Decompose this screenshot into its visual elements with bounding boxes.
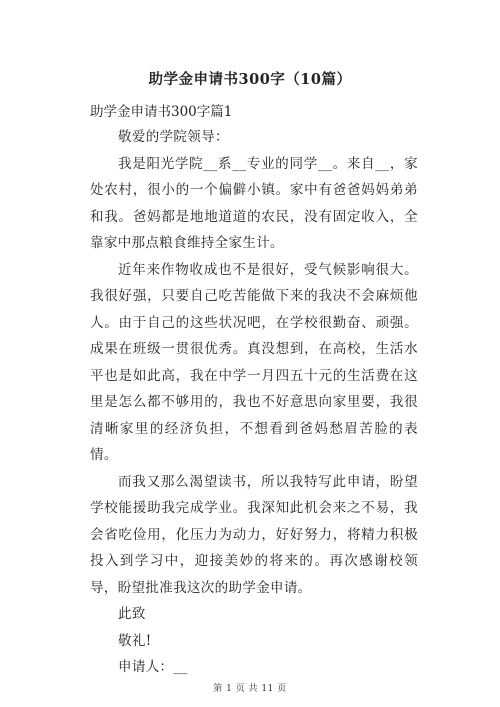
section-heading: 助学金申请书300字篇1 (90, 104, 233, 120)
document-body (90, 124, 418, 681)
closing-cizhi: 此致 (118, 606, 146, 622)
paragraph-circumstances: 近年来作物收成也不是很好，受气候影响很大。我很好强，只要自己吃苦能做下来的我决不会麻烦他人。由于自己的这些状况吧，在学校很勤奋、顽强。成果在班级一贯很优秀。真没想到，在高校，生活水平也是如此高，我在中学一月四五十元的生活费在这里是怎么都不够用的，我也不好意思向家里要，我很清晰家里的经济负担，不想看到爸妈愁眉苦脸的表情。 (90, 261, 418, 463)
salutation: 敬爱的学院领导： (118, 129, 229, 145)
paragraph-request: 而我又那么渴望读书，所以我特写此申请，盼望学校能援助我完成学业。我深知此机会来之不易，我会省吃俭用，化压力为动力，好好努力，将精力积极投入到学习中，迎接美妙的将来的。再次感谢校领导，盼望批准我这次的助学金申请。 (90, 473, 418, 596)
document-title: 助学金申请书300字（10篇） (148, 71, 352, 88)
paragraph-family-background: 我是阳光学院__系__专业的同学__。来自__，家处农村，很小的一个偏僻小镇。家中有爸爸妈妈弟弟和我。爸妈都是地地道道的农民，没有固定收入，全靠家中那点粮食维持全家生计。 (90, 155, 418, 251)
applicant-signature-line: 申请人：__ (118, 659, 188, 675)
closing-jingli: 敬礼! (118, 632, 152, 649)
page-footer: 第 1 页 共 11 页 (213, 684, 287, 694)
